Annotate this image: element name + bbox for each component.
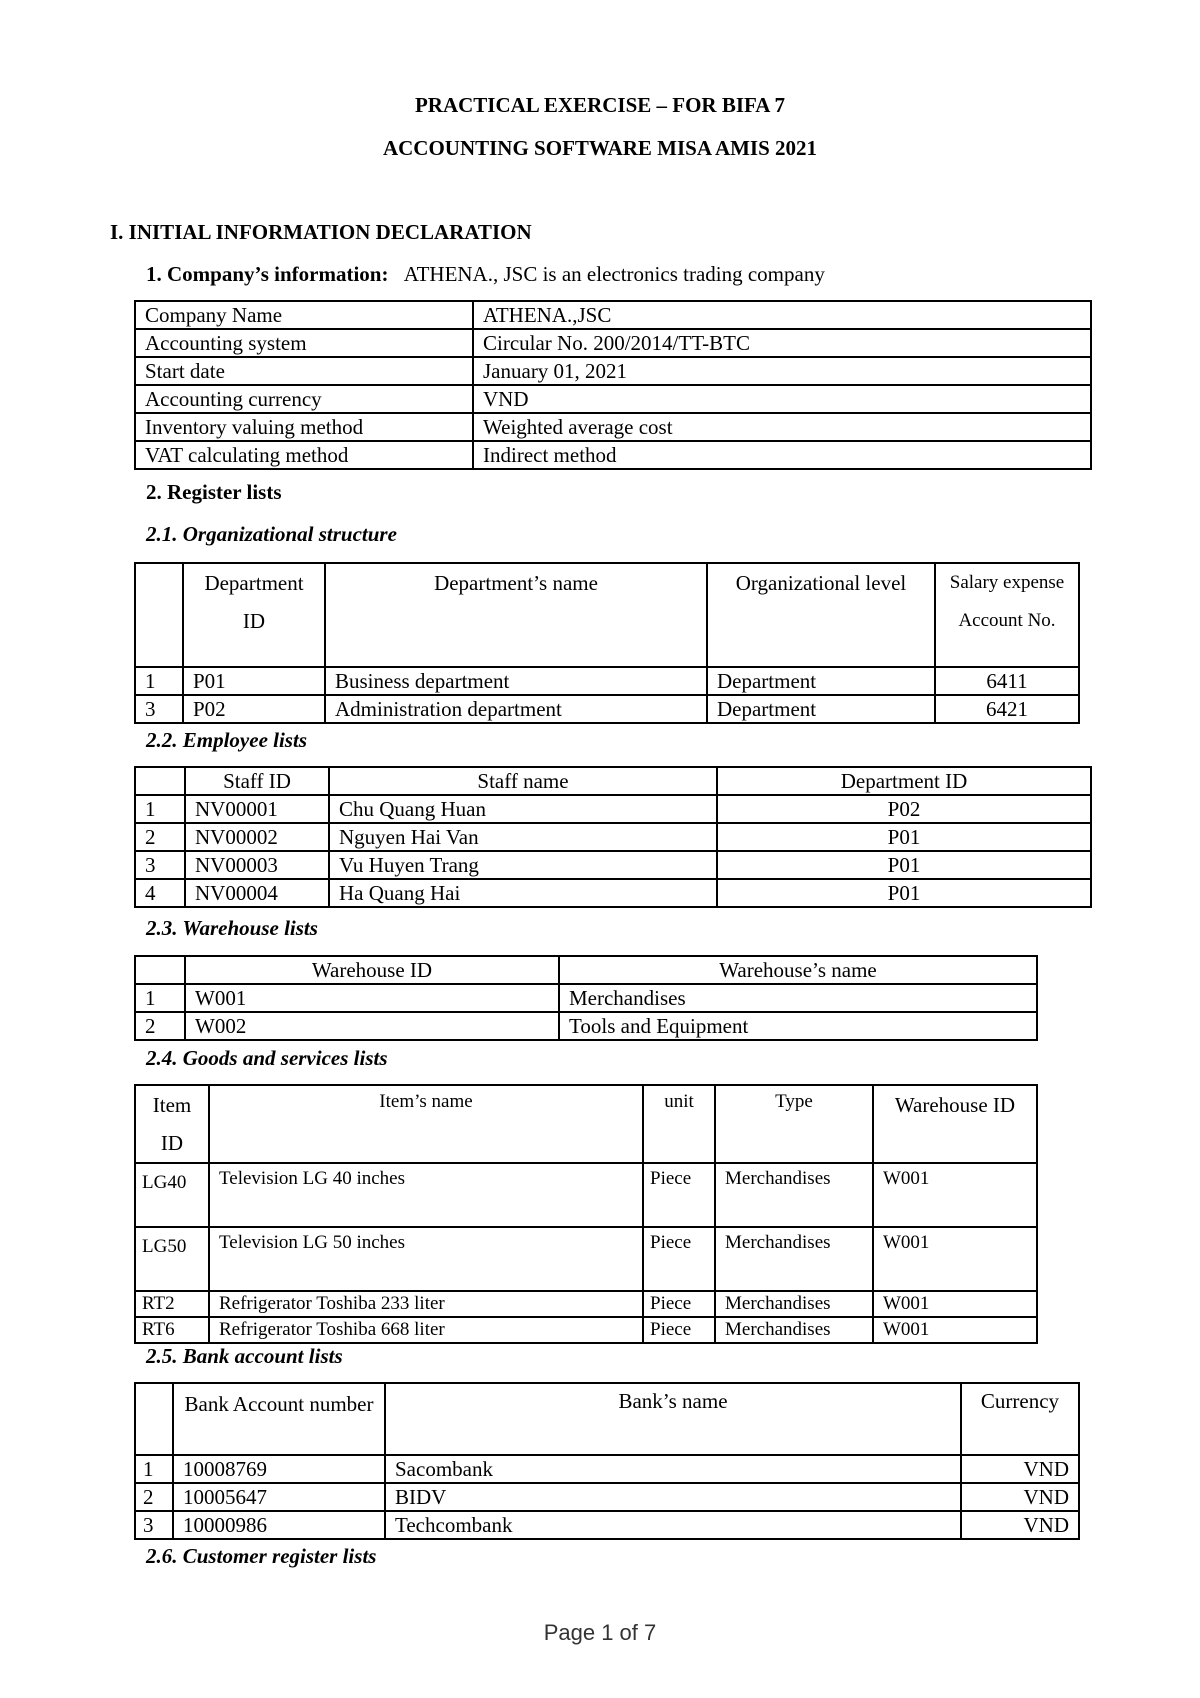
table-cell: W001	[185, 984, 559, 1012]
table-cell: 2	[135, 1012, 185, 1040]
table-cell: Vu Huyen Trang	[329, 851, 717, 879]
table-cell: Television LG 40 inches	[209, 1163, 643, 1227]
bank-account-lists-heading: 2.5. Bank account lists	[146, 1344, 343, 1368]
table-cell: 2	[135, 1483, 173, 1511]
table-header-cell	[135, 563, 183, 667]
company-info-text: ATHENA., JSC is an electronics trading company	[403, 262, 825, 286]
table-cell: P01	[717, 823, 1091, 851]
table-cell: Television LG 50 inches	[209, 1227, 643, 1291]
table-header-cell	[135, 1383, 173, 1455]
table-cell: Business department	[325, 667, 707, 695]
table-row	[135, 667, 1079, 695]
table-header-cell: Currency	[961, 1383, 1079, 1455]
table-row	[135, 879, 1091, 907]
register-heading: 2. Register lists	[146, 480, 282, 504]
table-cell: Circular No. 200/2014/TT-BTC	[473, 329, 1091, 357]
employee-lists-heading: 2.2. Employee lists	[146, 728, 307, 752]
table-cell: W002	[185, 1012, 559, 1040]
table-cell: W001	[873, 1227, 1037, 1291]
table-row	[135, 1227, 1037, 1291]
table-cell: W001	[873, 1291, 1037, 1317]
table-cell: 1	[135, 1455, 173, 1483]
table-cell: 6411	[935, 667, 1079, 695]
table-header-cell: Staff name	[329, 767, 717, 795]
table-row	[135, 1511, 1079, 1539]
table-row	[135, 385, 1091, 413]
table-header-cell: Bank Account number	[173, 1383, 385, 1455]
table-row	[135, 357, 1091, 385]
table-header-cell: Bank’s name	[385, 1383, 961, 1455]
table-cell: Accounting currency	[135, 385, 473, 413]
table-cell: 10000986	[173, 1511, 385, 1539]
table-cell: Tools and Equipment	[559, 1012, 1037, 1040]
table-row	[135, 413, 1091, 441]
table-cell: VND	[961, 1483, 1079, 1511]
table-cell: 1	[135, 667, 183, 695]
employee-table	[134, 766, 1092, 908]
table-cell: Merchandises	[715, 1291, 873, 1317]
table-cell: P02	[717, 795, 1091, 823]
table-cell: 10008769	[173, 1455, 385, 1483]
table-header-cell: Department ID	[717, 767, 1091, 795]
table-cell: RT6	[135, 1317, 209, 1343]
goods-lists-heading: 2.4. Goods and services lists	[146, 1046, 388, 1070]
table-row	[135, 1012, 1037, 1040]
table-row	[135, 851, 1091, 879]
table-cell: 1	[135, 795, 185, 823]
goods-table	[134, 1084, 1038, 1344]
table-cell: LG40	[135, 1163, 209, 1227]
table-header-cell: Warehouse ID	[185, 956, 559, 984]
table-cell: NV00002	[185, 823, 329, 851]
table-cell: 1	[135, 984, 185, 1012]
table-cell: 3	[135, 851, 185, 879]
table-header-row	[135, 563, 1079, 667]
table-cell: Accounting system	[135, 329, 473, 357]
table-cell: Merchandises	[559, 984, 1037, 1012]
table-cell: NV00003	[185, 851, 329, 879]
table-header-cell: Department ID	[183, 563, 325, 667]
table-cell: Department	[707, 667, 935, 695]
table-header-row	[135, 767, 1091, 795]
table-cell: Chu Quang Huan	[329, 795, 717, 823]
table-row	[135, 1291, 1037, 1317]
table-row	[135, 695, 1079, 723]
table-cell: ATHENA.,JSC	[473, 301, 1091, 329]
table-header-cell	[135, 767, 185, 795]
table-cell: Nguyen Hai Van	[329, 823, 717, 851]
table-header-cell: Warehouse’s name	[559, 956, 1037, 984]
table-cell: Piece	[643, 1317, 715, 1343]
table-cell: VAT calculating method	[135, 441, 473, 469]
table-cell: P02	[183, 695, 325, 723]
company-info-label: 1. Company’s information:	[146, 262, 389, 286]
table-cell: LG50	[135, 1227, 209, 1291]
table-cell: Ha Quang Hai	[329, 879, 717, 907]
document-subtitle: ACCOUNTING SOFTWARE MISA AMIS 2021	[382, 136, 818, 160]
table-cell: VND	[961, 1511, 1079, 1539]
table-cell: 6421	[935, 695, 1079, 723]
table-row	[135, 795, 1091, 823]
table-header-row	[135, 1383, 1079, 1455]
table-cell: NV00004	[185, 879, 329, 907]
table-row	[135, 441, 1091, 469]
table-cell: Sacombank	[385, 1455, 961, 1483]
table-header-row	[135, 1085, 1037, 1163]
table-row	[135, 301, 1091, 329]
table-cell: Merchandises	[715, 1163, 873, 1227]
table-cell: 4	[135, 879, 185, 907]
table-row	[135, 1483, 1079, 1511]
org-structure-heading: 2.1. Organizational structure	[146, 522, 397, 546]
table-cell: Refrigerator Toshiba 233 liter	[209, 1291, 643, 1317]
page-number: Page 1 of 7	[543, 1620, 657, 1645]
table-cell: Piece	[643, 1163, 715, 1227]
table-cell: 10005647	[173, 1483, 385, 1511]
document-title: PRACTICAL EXERCISE – FOR BIFA 7	[414, 93, 786, 117]
table-row	[135, 1163, 1037, 1227]
table-header-cell: Salary expense Account No.	[935, 563, 1079, 667]
org-structure-table	[134, 562, 1080, 724]
section-heading: I. INITIAL INFORMATION DECLARATION	[110, 220, 532, 244]
table-cell: Piece	[643, 1227, 715, 1291]
table-header-cell: Item ID	[135, 1085, 209, 1163]
table-row	[135, 984, 1037, 1012]
table-cell: W001	[873, 1317, 1037, 1343]
warehouse-lists-heading: 2.3. Warehouse lists	[146, 916, 318, 940]
table-header-cell: Item’s name	[209, 1085, 643, 1163]
company-info-line	[146, 262, 825, 287]
table-header-cell: Department’s name	[325, 563, 707, 667]
table-row	[135, 1317, 1037, 1343]
table-cell: P01	[717, 879, 1091, 907]
table-row	[135, 823, 1091, 851]
table-row	[135, 329, 1091, 357]
table-row	[135, 1455, 1079, 1483]
table-cell: VND	[961, 1455, 1079, 1483]
table-cell: 3	[135, 695, 183, 723]
table-header-row	[135, 956, 1037, 984]
table-cell: P01	[717, 851, 1091, 879]
table-cell: VND	[473, 385, 1091, 413]
table-cell: Indirect method	[473, 441, 1091, 469]
bank-account-table	[134, 1382, 1080, 1540]
table-header-cell: Staff ID	[185, 767, 329, 795]
customer-register-heading: 2.6. Customer register lists	[146, 1544, 377, 1568]
company-info-table	[134, 300, 1092, 470]
table-header-cell: Warehouse ID	[873, 1085, 1037, 1163]
table-cell: W001	[873, 1163, 1037, 1227]
table-cell: Refrigerator Toshiba 668 liter	[209, 1317, 643, 1343]
table-cell: 3	[135, 1511, 173, 1539]
table-header-cell	[135, 956, 185, 984]
table-cell: RT2	[135, 1291, 209, 1317]
table-cell: January 01, 2021	[473, 357, 1091, 385]
table-cell: Merchandises	[715, 1317, 873, 1343]
table-cell: Piece	[643, 1291, 715, 1317]
table-cell: Start date	[135, 357, 473, 385]
table-cell: Weighted average cost	[473, 413, 1091, 441]
table-cell: NV00001	[185, 795, 329, 823]
warehouse-table	[134, 955, 1038, 1041]
table-cell: Department	[707, 695, 935, 723]
table-header-cell: Organizational level	[707, 563, 935, 667]
table-cell: BIDV	[385, 1483, 961, 1511]
table-cell: Techcombank	[385, 1511, 961, 1539]
table-cell: Company Name	[135, 301, 473, 329]
table-cell: Administration department	[325, 695, 707, 723]
table-cell: Inventory valuing method	[135, 413, 473, 441]
table-cell: 2	[135, 823, 185, 851]
table-cell: P01	[183, 667, 325, 695]
table-header-cell: Type	[715, 1085, 873, 1163]
table-header-cell: unit	[643, 1085, 715, 1163]
table-cell: Merchandises	[715, 1227, 873, 1291]
